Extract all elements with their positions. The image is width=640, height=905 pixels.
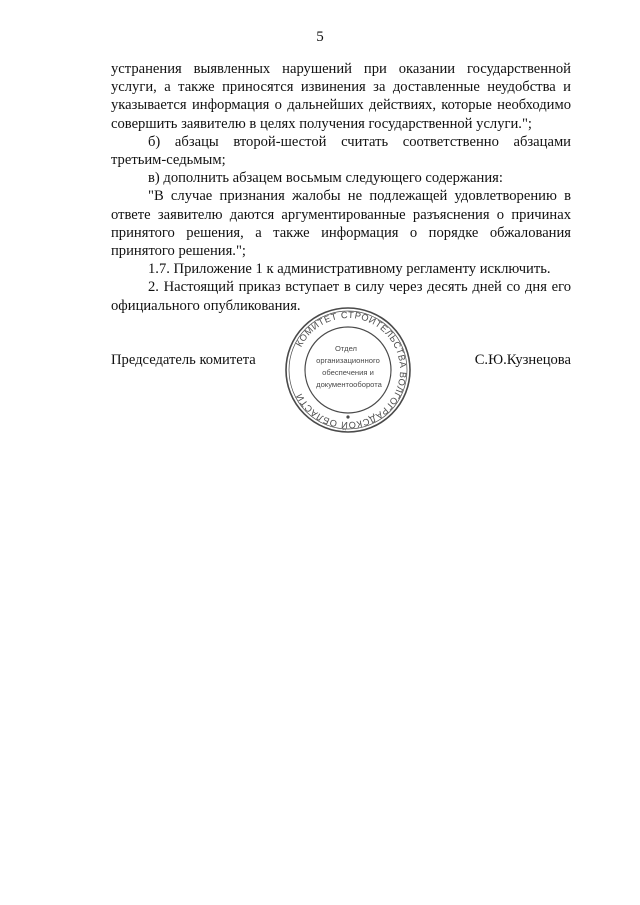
stamp-dot	[346, 415, 349, 418]
stamp-ring-text: КОМИТЕТ СТРОИТЕЛЬСТВА ВОЛГОГРАДСКОЙ ОБЛАСТИ	[293, 309, 409, 431]
official-seal-stamp	[283, 305, 413, 435]
paragraph-2: 2. Настоящий приказ вступает в силу через десять дней со дня его официального опубликования.	[111, 279, 571, 314]
paragraph-quote: "В случае признания жалобы не подлежащей удовлетворению в ответе заявителю даются аргументированные разъяснения о причинах принятого решения, а также информация о порядке обжалования принятого решения.";	[111, 188, 571, 260]
document-body	[111, 60, 571, 315]
signatory-position: Председатель комитета	[111, 352, 256, 368]
page-number: 5	[316, 29, 324, 45]
stamp-center-line-4: документооборота	[316, 380, 382, 389]
paragraph-item-b: б) абзацы второй-шестой считать соответственно абзацами третьим-седьмым;	[111, 133, 571, 169]
signatory-name: С.Ю.Кузнецова	[474, 352, 571, 368]
paragraph-1-7: 1.7. Приложение 1 к административному регламенту исключить.	[148, 261, 551, 278]
paragraph-continuation: устранения выявленных нарушений при оказании государственной услуги, а также приносятся извинения за доставленные неудобства и указывается информация о дальнейших действиях, которые необходимо совершить заявителю в целях получения государственной услуги.";	[111, 61, 571, 132]
stamp-center-line-3: обеспечения и	[322, 368, 374, 377]
stamp-center-line-2: организационного	[316, 356, 380, 365]
paragraph-item-v: в) дополнить абзацем восьмым следующего содержания:	[148, 170, 503, 187]
stamp-center-line-1: Отдел	[335, 344, 357, 353]
